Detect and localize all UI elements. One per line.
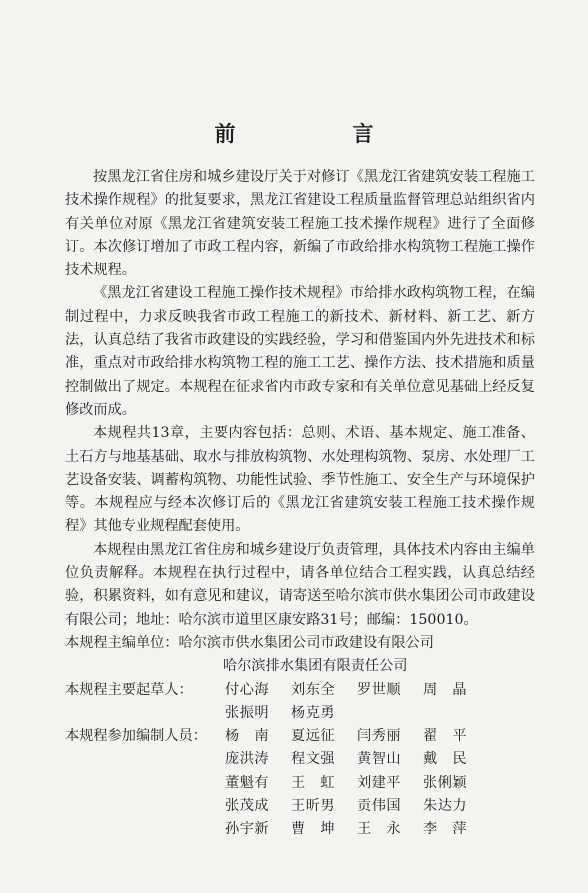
chief-unit-org-1: 哈尔滨市供水集团公司市政建设有限公司 xyxy=(178,634,434,651)
participants-row-4 xyxy=(65,795,535,818)
chief-unit-row xyxy=(65,632,535,655)
participants-names-3 xyxy=(225,772,489,795)
participants-row-1 xyxy=(65,725,535,748)
participant-name: 黄智山 xyxy=(357,751,402,768)
drafter-name: 杨克勇 xyxy=(291,704,336,721)
drafter-name: 张振明 xyxy=(225,704,270,721)
paragraph-4: 本规程由黑龙江省住房和城乡建设厅负责管理，具体技术内容由主编单位负责解释。本规程在执行过程中，请各单位结合工程实践，认真总结经验，积累资料，如有意见和建议，请寄送至哈尔滨市供水集团公司市政建设有限公司；地址：哈尔滨市道里区康安路31号；邮编：150010。 xyxy=(65,541,535,628)
participants-names-2 xyxy=(225,748,489,771)
participant-name: 王 虹 xyxy=(291,774,336,791)
participants-names-5 xyxy=(225,818,489,841)
participant-name: 翟 平 xyxy=(423,728,468,745)
participants-row-5 xyxy=(65,818,535,841)
drafter-name: 刘东全 xyxy=(291,681,336,698)
participant-name: 杨 南 xyxy=(225,728,270,745)
participant-name: 曹 坤 xyxy=(291,821,336,838)
participant-name: 贡伟国 xyxy=(357,798,402,815)
participant-name: 程文强 xyxy=(291,751,336,768)
page-title: 前 言 xyxy=(214,122,422,146)
participant-name: 庞洪涛 xyxy=(225,751,270,768)
body-text xyxy=(65,166,535,842)
participant-name: 孙宇新 xyxy=(225,821,270,838)
participant-name: 王昕男 xyxy=(291,798,336,815)
drafter-name: 罗世顺 xyxy=(357,681,402,698)
participant-name: 张俐颖 xyxy=(423,774,468,791)
drafters-row-1 xyxy=(65,679,535,702)
drafter-name: 周 晶 xyxy=(423,681,468,698)
drafters-row-2 xyxy=(65,702,535,725)
paragraph-2: 《黑龙江省建设工程施工操作技术规程》市给排水政构筑物工程，在编制过程中，力求反映我省市政工程施工的新技术、新材料、新工艺、新方法，认真总结了我省市政建设的实践经验，学习和借鉴国内外先进技术和标准，重点对市政给排水构筑物工程的施工工艺、操作方法、技术措施和质量控制做出了规定。本规程在征求省内市政专家和有关单位意见基础上经反复修改而成。 xyxy=(65,285,535,418)
participants-row-3 xyxy=(65,772,535,795)
participant-name: 李 萍 xyxy=(423,821,468,838)
chief-unit-label: 本规程主编单位： xyxy=(65,634,179,651)
chief-unit-org-2: 哈尔滨排水集团有限责任公司 xyxy=(223,658,408,675)
participant-name: 刘建平 xyxy=(357,774,402,791)
chief-unit-row-2 xyxy=(65,655,535,678)
participants-names-1 xyxy=(225,725,489,748)
participant-name: 张茂成 xyxy=(225,798,270,815)
participants-label: 本规程参加编制人员： xyxy=(65,728,207,745)
participant-name: 朱达力 xyxy=(423,798,468,815)
participant-name: 王 永 xyxy=(357,821,402,838)
participants-row-2 xyxy=(65,748,535,771)
participant-name: 董魁有 xyxy=(225,774,270,791)
drafters-names-1 xyxy=(225,679,489,702)
paragraph-1: 按黑龙江省住房和城乡建设厅关于对修订《黑龙江省建筑安装工程施工技术操作规程》的批复要求，黑龙江省建设工程质量监督管理总站组织省内有关单位对原《黑龙江省建筑安装工程施工技术操作规程》进行了全面修订。本次修订增加了市政工程内容，新编了市政给排水构筑物工程施工操作技术规程。 xyxy=(65,169,535,279)
participant-name: 夏远征 xyxy=(291,728,336,745)
drafter-name: 付心海 xyxy=(225,681,270,698)
participant-name: 戴 民 xyxy=(423,751,468,768)
participant-name: 闫秀丽 xyxy=(357,728,402,745)
drafters-names-2 xyxy=(225,702,357,725)
participants-names-4 xyxy=(225,795,489,818)
paragraph-3: 本规程共13章，主要内容包括：总则、术语、基本规定、施工准备、土石方与地基基础、取水与排放构筑物、水处理构筑物、泵房、水处理厂工艺设备安装、调蓄构筑物、功能性试验、季节性施工、安全生产与环境保护等。本规程应与经本次修订后的《黑龙江省建筑安装工程施工技术操作规程》其他专业规程配套使用。 xyxy=(65,425,535,535)
drafters-label: 本规程主要起草人： xyxy=(65,681,193,698)
